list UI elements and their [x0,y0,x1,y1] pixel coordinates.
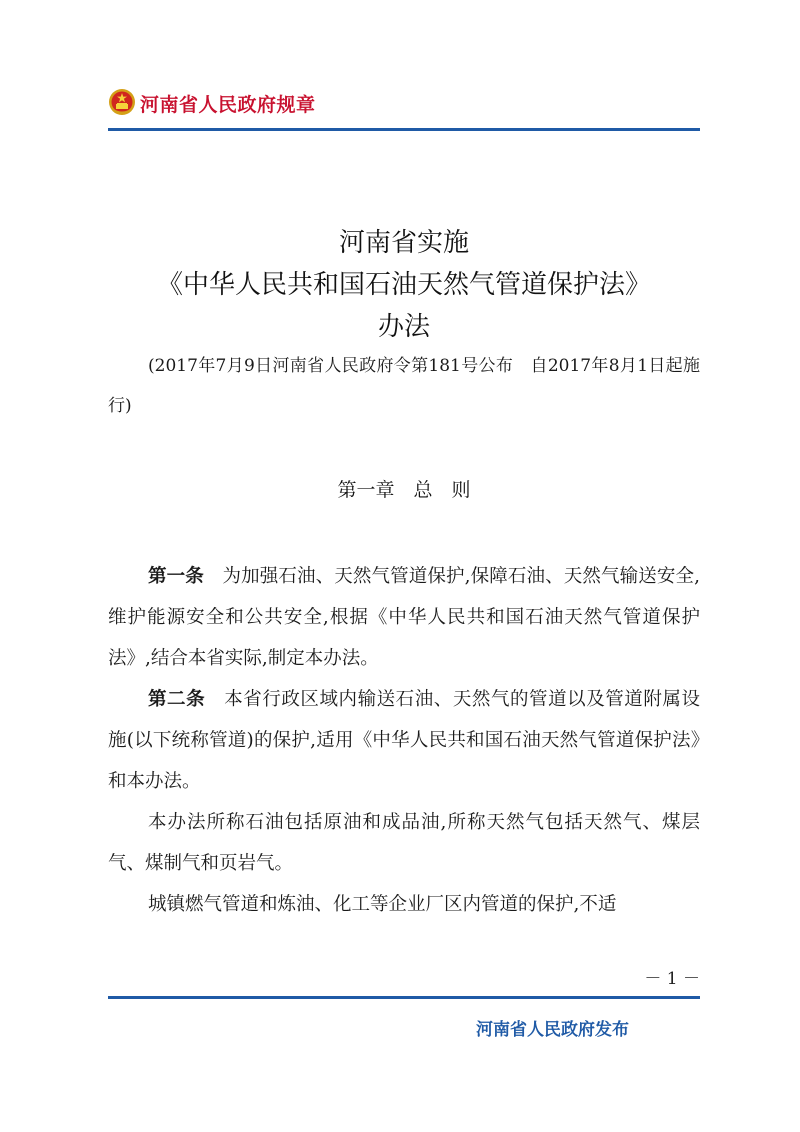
paragraph-text: 本办法所称石油包括原油和成品油,所称天然气包括天然气、煤层气、煤制气和页岩气。 [108,812,700,874]
promulgation-note: (2017年7月9日河南省人民政府令第181号公布 自2017年8月1日起施行) [108,356,700,416]
header-divider [108,128,700,131]
article-text: 为加强石油、天然气管道保护,保障石油、天然气输送安全,维护能源安全和公共安全,根据《中华人民共和国石油天然气管道保护法》,结合本省实际,制定本办法。 [108,566,700,669]
paragraph [108,802,700,884]
footer-divider [108,996,700,999]
article-1 [108,556,700,679]
document-header [108,86,700,122]
paragraph [108,884,700,925]
paragraph-text: 城镇燃气管道和炼油、化工等企业厂区内管道的保护,不适 [148,894,617,915]
document-title-line-1: 河南省实施 [338,228,469,258]
document-body [108,556,700,925]
publisher-footer: 河南省人民政府发布 [476,1020,629,1040]
article-label: 第一条 [148,566,204,587]
article-2 [108,679,700,802]
chapter-heading: 第一章 总 则 [337,479,471,501]
article-text: 本省行政区域内输送石油、天然气的管道以及管道附属设施(以下统称管道)的保护,适用《中华人民共和国石油天然气管道保护法》和本办法。 [108,689,700,792]
national-emblem-icon [108,88,136,116]
document-title-line-3: 办法 [377,312,430,342]
document-title-line-2: 《中华人民共和国石油天然气管道保护法》 [156,270,651,300]
header-title: 河南省人民政府规章 [140,94,316,116]
article-label: 第二条 [148,689,206,710]
page-number: － 1 － [644,969,700,989]
